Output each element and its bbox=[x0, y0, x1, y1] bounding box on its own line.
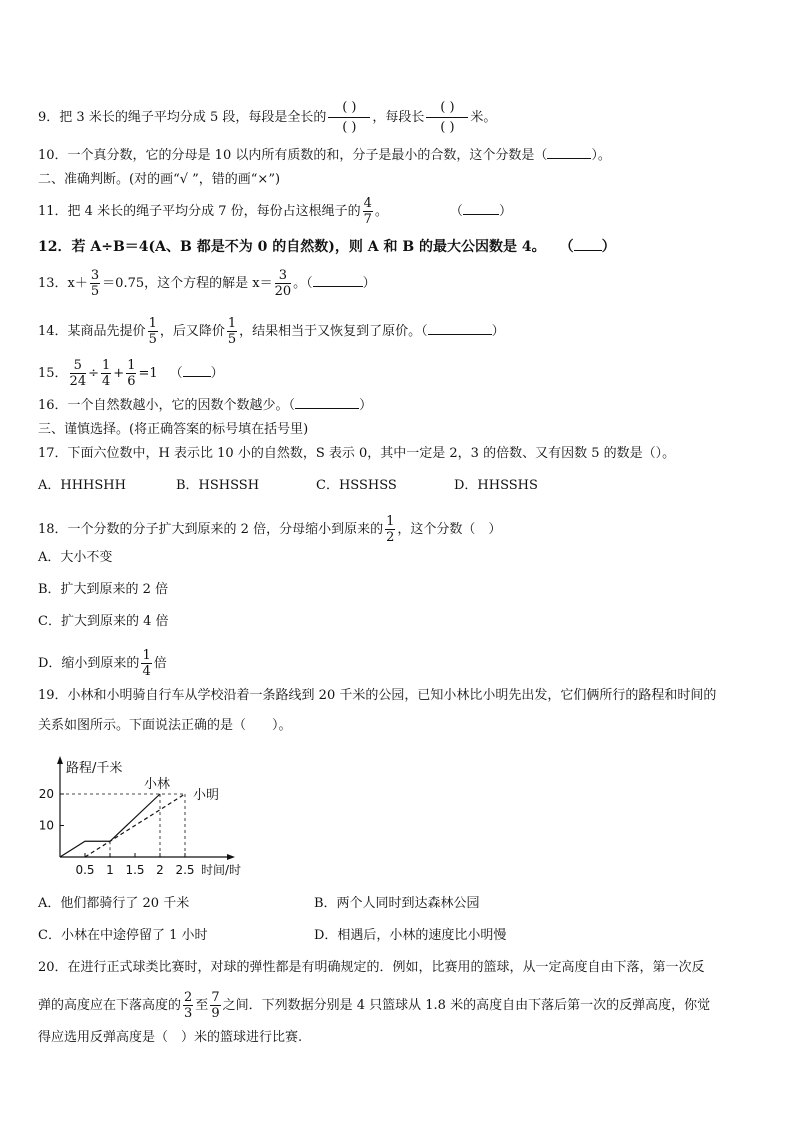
y-tick-label: 20 bbox=[38, 787, 54, 801]
fraction: $\frac{1}{4}$ bbox=[102, 358, 111, 389]
fraction: $\frac{1}{6}$ bbox=[127, 358, 136, 389]
x-axis-label: 时间/时 bbox=[201, 863, 242, 877]
fraction: $\frac{1}{5}$ bbox=[227, 316, 237, 347]
fraction: $\frac{5}{24}$ bbox=[69, 358, 87, 389]
option-c: C．扩大到原来的 4 倍 bbox=[38, 614, 169, 629]
y-axis-arrow bbox=[57, 756, 63, 764]
fraction: $\frac{3}{20}$ bbox=[274, 268, 292, 299]
option-c: C．小林在中途停留了 1 小时 bbox=[38, 928, 208, 943]
fraction: $\frac{4}{7}$ bbox=[363, 196, 372, 227]
question-11: 11．把 4 米长的绳子平均分成 7 份，每份占这根绳子的 $\frac{4}{7}$ 。 （ ） bbox=[38, 196, 512, 227]
x-tick-label: 2 bbox=[156, 863, 164, 877]
question-13: 13．x＋ $\frac{3}{5}$ ＝0.75，这个方程的解是 x＝ $\frac{3}{20}$ 。（ ） bbox=[38, 268, 376, 299]
series-label: 小林 bbox=[144, 777, 171, 792]
question-20-line3: 得应选用反弹高度是（ ）米的篮球进行比赛. bbox=[38, 1030, 303, 1045]
x-tick-label: 1 bbox=[106, 863, 114, 877]
option-b: B．两个人同时到达森林公园 bbox=[314, 896, 480, 911]
question-15: 15． $\frac{5}{24}$ ÷ $\frac{1}{4}$ + $\frac{1}{6}$ =1 （ ） bbox=[38, 358, 224, 389]
x-tick-label: 1.5 bbox=[125, 863, 145, 877]
question-19-line2: 关系如图所示。下面说法正确的是（ ）。 bbox=[38, 718, 292, 733]
answer-blank bbox=[183, 364, 211, 377]
x-tick-label: 2.5 bbox=[175, 863, 195, 877]
answer-blank bbox=[428, 322, 492, 335]
question-9: 9．把 3 米长的绳子平均分成 5 段，每段是全长的 $\frac{( )}{( )}$ ，每段长 $\frac{( )}{( )}$ 米。 bbox=[38, 100, 497, 135]
fraction: $\frac{1}{5}$ bbox=[148, 316, 157, 347]
question-14: 14．某商品先提价 $\frac{1}{5}$ ，后又降价 $\frac{1}{5}$ ，结果相当于又恢复到了原价。（ ） bbox=[38, 316, 505, 347]
y-tick-label: 10 bbox=[38, 818, 54, 833]
question-12: 12．若 A÷B＝4(A、B 都是不为 0 的自然数)，则 A 和 B 的最大公因数是 4。 （ ） bbox=[38, 239, 616, 255]
answer-blank bbox=[463, 202, 499, 215]
fraction-blank: $\frac{( )}{( )}$ bbox=[426, 98, 468, 137]
option-a: A．HHHSHH bbox=[38, 478, 126, 493]
option-a: A．大小不变 bbox=[38, 550, 113, 565]
option-d: D．HHSSHS bbox=[454, 478, 538, 493]
question-number: 10． bbox=[38, 148, 68, 163]
y-axis-label: 路程/千米 bbox=[66, 761, 123, 776]
option-b: B．扩大到原来的 2 倍 bbox=[38, 582, 169, 597]
question-18: 18．一个分数的分子扩大到原来的 2 倍，分母缩小到原来的 $\frac{1}{2}$ ，这个分数（ ） bbox=[38, 514, 502, 545]
option-d: D．缩小到原来的 $\frac{1}{4}$ 倍 bbox=[38, 648, 167, 679]
question-16: 16．一个自然数越小，它的因数个数越少。（ ） bbox=[38, 398, 373, 413]
option-a: A．他们都骑行了 20 千米 bbox=[38, 896, 190, 911]
fraction: $\frac{1}{4}$ bbox=[142, 648, 151, 679]
question-number: 9． bbox=[38, 110, 60, 125]
fraction-blank: $\frac{( )}{( )}$ bbox=[328, 98, 370, 137]
question-17: 17．下面六位数中，H 表示比 10 小的自然数，S 表示 0，其中一定是 2，3 的倍数、又有因数 5 的数是（）。 bbox=[38, 446, 676, 461]
series-label: 小明 bbox=[193, 788, 220, 803]
question-text: 把 3 米长的绳子平均分成 5 段，每段是全长的 bbox=[59, 110, 327, 125]
answer-blank bbox=[547, 146, 591, 159]
question-19: 19．小林和小明骑自行车从学校沿着一条路线到 20 千米的公园，已知小林比小明先出发，它们俩所行的路程和时间的 bbox=[38, 688, 717, 703]
question-text: 一个真分数，它的分母是 10 以内所有质数的和，分子是最小的合数，这个分数是（ bbox=[67, 148, 548, 163]
fraction: $\frac{1}{2}$ bbox=[386, 514, 395, 545]
answer-blank bbox=[295, 396, 359, 409]
x-tick-label: 0.5 bbox=[75, 863, 95, 877]
question-10: 10．一个真分数，它的分母是 10 以内所有质数的和，分子是最小的合数，这个分数是（ ）。 bbox=[38, 148, 611, 163]
fraction: $\frac{2}{3}$ bbox=[184, 990, 193, 1021]
section-heading: 二、准确判断。(对的画“√ ”，错的画“×”) bbox=[38, 172, 281, 187]
answer-blank bbox=[313, 274, 363, 287]
question-20: 20．在进行正式球类比赛时，对球的弹性都是有明确规定的．例如，比赛用的篮球，从一定高度自由下落，第一次反 bbox=[38, 960, 705, 975]
option-d: D．相遇后，小林的速度比小明慢 bbox=[314, 928, 507, 943]
series-line-2 bbox=[85, 794, 185, 857]
question-20-line2: 弹的高度应在下落高度的 $\frac{2}{3}$ 至 $\frac{7}{9}$ 之间．下列数据分别是 4 只篮球从 1.8 米的高度自由下落后第一次的反弹高度，你觉 bbox=[38, 990, 711, 1021]
fraction: $\frac{3}{5}$ bbox=[90, 268, 100, 299]
distance-time-chart bbox=[34, 752, 274, 882]
answer-blank bbox=[574, 238, 602, 251]
option-b: B．HSHSSH bbox=[176, 478, 260, 493]
option-c: C．HSSHSS bbox=[316, 478, 397, 493]
x-axis-arrow bbox=[227, 854, 235, 860]
section-heading: 三、谨慎选择。(将正确答案的标号填在括号里) bbox=[38, 422, 309, 437]
fraction: $\frac{7}{9}$ bbox=[211, 990, 220, 1021]
